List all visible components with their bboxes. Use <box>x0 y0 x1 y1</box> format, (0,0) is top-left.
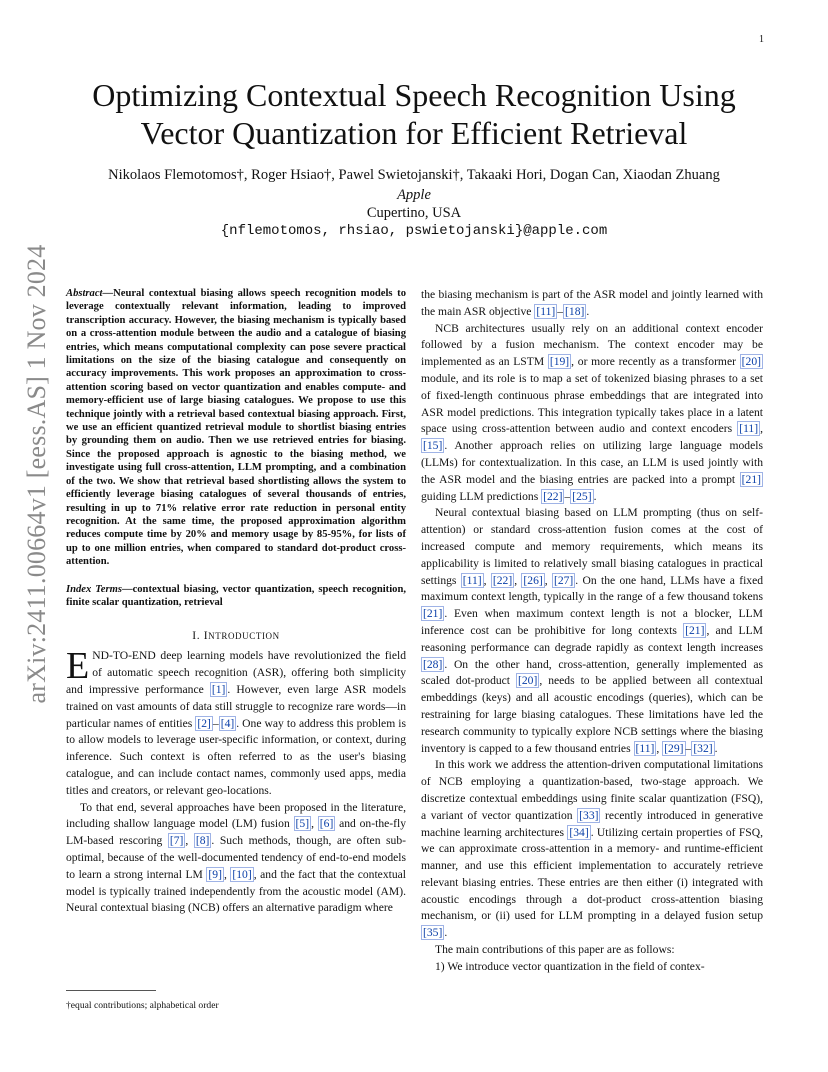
text-run: To that end, several approaches have been proposed in the literature, including shallow language model (LM) fusion <box>66 800 406 831</box>
text-run: NCB architectures usually rely on an additional context encoder followed by a fusion mechanism. The context encoder may be implemented as an LSTM <box>421 321 763 369</box>
citation-link[interactable]: [9] <box>208 867 222 881</box>
arxiv-stamp-text: arXiv:2411.00664v1 [eess.AS] 1 Nov 2024 <box>22 244 51 704</box>
right-paragraph-1: NCB architectures usually rely on an additional context encoder followed by a fusion mechanism. The context encoder may be implemented as an LSTM [19] , or more recently as a transformer [20] module, and its role is to map a set of tokenized biasing phrases to a set of fixed-length continuous phrase embeddings that are integrated into ASR model predictions. This integration typically takes place in a latent space using cross-attention between audio and context encoders [11] , [15] . Another approach relies on utilizing large language models (LLMs) for contextualization. In this case, an LLM is used jointly with the ASR model and the biasing entries are packed into a prompt [21] guiding LLM predictions [22] – [25] . <box>421 321 763 503</box>
text-run: . Another approach relies on utilizing large language models (LLMs) for contextualization. In this case, an LLM is used jointly with the ASR model and the biasing entries are packed into a prompt <box>421 439 763 486</box>
citation-link[interactable]: [29] <box>664 741 684 755</box>
citation-link[interactable]: [25] <box>572 489 592 503</box>
citation-link[interactable]: [11] <box>739 422 759 436</box>
right-paragraph-2: Neural contextual biasing based on LLM prompting (thus on self-attention) or standard cross-attention fusion comes at the cost of increased compute and memory requirements, which means its applicability is limited to relatively small biasing catalogues in practical settings [11] , [22] , [26] , [27] . On the one hand, LLMs have a fixed maximum context length, typically in the range of a few thousand tokens [21] . Even when maximum context length is not a blocker, LLM inference cost can be prohibitive for long contexts [21] , and LLM reasoning performance can degrade rapidly as context length increases [28] . On the other hand, cross-attention, generally implemented as scaled dot-product [20] , needs to be applied between all contextual embeddings (keys) and all acoustic encodings (queries), which can be restraining for large biasing catalogues. These limitations have led the research community to typically explore NCB settings where the biasing inventory is capped to a few thousand entries [11] , [29] – [32] . <box>421 506 764 755</box>
abstract-text: —Neural contextual biasing allows speech recognition models to leverage contextually relevant information, leading to improved transcription accuracy. However, the biasing mechanism is typically based on a cross-attention module between the audio and a catalogue of biasing entries, which means computational complexity can pose severe practical limitations on the size of the biasing catalogue and consequently on accuracy improvements. This work proposes an approximation to cross-attention scoring based on vector quantization and enables compute- and memory-efficient use of large biasing catalogues. We propose to use this technique jointly with a retrieval based contextual biasing approach. First, we use an efficient quantized retrieval module to shortlist biasing entries by grounding them on audio. Then we use retrieved entries for biasing. Since the proposed approach is agnostic to the biasing method, we investigate using full cross-attention, LLM prompting, and a combination of the two. We show that retrieval based shortlisting allows the system to efficiently leverage biasing catalogues of several thousands of entries, resulting in up to 71% relative error rate reduction in personal entity recognition. At the same time, the proposed approximation algorithm reduces compute time by 20% and memory usage by 85-95%, for lists of up to one million entries, when compared to standard dot-product cross-attention. <box>66 288 406 568</box>
text-run: , or more recently as a transformer <box>571 355 740 369</box>
citation-link[interactable]: [11] <box>635 741 655 755</box>
text-run: the biasing mechanism is part of the ASR model and jointly learned with the main ASR objective <box>421 288 763 318</box>
affiliation-city: Cupertino, USA <box>366 205 462 221</box>
citation-link[interactable]: [6] <box>319 817 334 831</box>
text-run: , and LLM reasoning performance can degrade rapidly as context length increases <box>421 623 763 654</box>
citation-link[interactable]: [5] <box>295 817 310 831</box>
citation-link[interactable]: [22] <box>543 489 563 503</box>
citation-link[interactable]: [32] <box>693 741 713 755</box>
citation-link[interactable]: [21] <box>685 623 705 637</box>
index-terms-text: —contextual biasing, vector quantization, speech recognition, finite scalar quantization, retrieval <box>66 583 406 608</box>
citation-link[interactable]: [19] <box>549 355 570 369</box>
citation-link[interactable]: [4] <box>220 716 235 730</box>
section-number: I. I <box>192 629 209 643</box>
contribution-list-item-1: 1) We introduce vector quantization in the field of contex- <box>435 959 705 973</box>
affiliation-org: Apple <box>397 187 431 203</box>
abstract-label: Abstract <box>66 288 103 299</box>
text-run: . However, even large ASR models trained on vast amounts of data still struggle to recognize rare words—in particular names of entities <box>66 682 406 730</box>
citation-link[interactable]: [22] <box>492 573 513 587</box>
text-run: . Utilizing certain properties of FSQ, we can approximate cross-attention in a memory- and runtime-efficient manner, and use this efficient implementation to accurately retrieve relevant biasing entries. These entries are then either (i) integrated with acoustic encodings through a dot-product cross-attention biasing mechanism, or (ii) used for LLM prompting in a delayed fusion setup <box>421 825 763 923</box>
intro-paragraph-2: To that end, several approaches have been proposed in the literature, including shallow language model (LM) fusion [5] , [6] and on-the-fly LM-based rescoring [7] , [8] . Such methods, though, are often sub-optimal, because of the well-documented tendency of end-to-end models to learn a strong internal LM [9] , [10] , and the fact that the contextual model is typically trained independently from the acoustic model (AM). Neural contextual biasing (NCB) offers an alternative paradigm where <box>66 800 407 915</box>
citation-link[interactable]: [21] <box>423 607 443 621</box>
citation-link[interactable]: [1] <box>211 682 226 696</box>
text-run: Neural contextual biasing based on LLM prompting (thus on self-attention) or standard cross-attention fusion comes at the cost of increased compute and memory requirements, which means its applicability is limited to relatively small biasing catalogues in practical settings <box>421 506 763 587</box>
title-line-2: Vector Quantization for Efficient Retrieval <box>140 115 688 151</box>
index-terms <box>66 583 406 610</box>
abstract <box>66 287 406 569</box>
text-run: . Even when maximum context length is not a blocker, LLM inference cost can be prohibitive for long contexts <box>421 607 763 637</box>
text-run: . On the other hand, cross-attention, generally implemented as scaled dot-product <box>421 657 763 688</box>
right-paragraph-4: The main contributions of this paper are as follows: <box>435 943 675 957</box>
right-paragraph-3: In this work we address the attention-driven computational limitations of NCB employing a quantization-based, two-stage approach. We discretize contextual embeddings using finite scalar quantization (FSQ), a variant of vector quantization [33] recently introduced in generative machine learning architectures [34] . Utilizing certain properties of FSQ, we can approximate cross-attention in a memory- and runtime-efficient manner, and use this efficient implementation to accurately retrieve relevant biasing entries. These entries are then either (i) integrated with acoustic encodings through a dot-product cross-attention biasing mechanism, or (ii) used for LLM prompting in a delayed fusion setup [35] . <box>421 758 763 940</box>
citation-link[interactable]: [27] <box>553 573 574 587</box>
paper-title <box>50 76 778 152</box>
author-list: Nikolaos Flemotomos†, Roger Hsiao†, Pawel Swietojanski†, Takaaki Hori, Dogan Can, Xiaodan Zhuang <box>108 167 720 183</box>
citation-link[interactable]: [11] <box>536 304 556 318</box>
text-run: ND-TO-END deep learning models have revolutionized the field of automatic speech recognition (ASR), offering both simplicity and impressive performance <box>66 649 406 696</box>
citation-link[interactable]: [26] <box>523 573 543 587</box>
footnote: †equal contributions; alphabetical order <box>66 1000 219 1011</box>
text-run: recently introduced in generative machine learning architectures <box>421 808 763 839</box>
page-number: 1 <box>759 34 764 45</box>
text-run: module, and its role is to map a set of tokenized biasing phrases to a set of fixed-length continuous phrase embeddings that are integrated into ASR model predictions. This integration typically takes place in a latent space using cross-attention between audio and context encoders <box>421 371 763 436</box>
title-line-1: Optimizing Contextual Speech Recognition Using <box>92 77 736 113</box>
section-heading-introduction <box>66 629 406 642</box>
text-run: , and the fact that the contextual model is typically trained independently from the acoustic model (AM). Neural contextual biasing (NCB) offers an alternative paradigm where <box>66 867 407 915</box>
citation-link[interactable]: [2] <box>197 716 211 730</box>
section-title-rest: NTRODUCTION <box>208 631 280 642</box>
citation-link[interactable]: [18] <box>565 304 585 318</box>
author-emails: {nflemotomos, rhsiao, pswietojanski}@apple.com <box>220 223 608 239</box>
index-terms-label: Index Terms <box>66 583 122 595</box>
text-run: guiding LLM predictions <box>421 489 542 503</box>
intro-paragraph-1: END-TO-END deep learning models have revolutionized the field of automatic speech recognition (ASR), offering both simplicity and impressive performance [1] . However, even large ASR models trained on vast amounts of data still struggle to recognize rare words—in particular names of entities [2] – [4] . One way to address this problem is to allow models to leverage user-specific information, or context, during inference. Such context is often referred to as the user's biasing catalogue, and can include contact names, commonly used apps, media titles and creators, or relevant geo-locations. <box>66 645 406 797</box>
citation-link[interactable]: [28] <box>423 657 443 671</box>
citation-link[interactable]: [15] <box>423 439 443 453</box>
citation-link[interactable]: [21] <box>741 472 761 486</box>
arxiv-stamp <box>22 244 52 704</box>
citation-link[interactable]: [7] <box>169 834 184 848</box>
citation-link[interactable]: [10] <box>232 867 252 881</box>
citation-link[interactable]: [8] <box>195 834 210 848</box>
text-run: . Such methods, though, are often sub-optimal, because of the well-documented tendency of end-to-end models to learn a strong internal LM <box>66 834 406 881</box>
footnote-rule <box>66 990 156 991</box>
text-run: and on-the-fly LM-based rescoring <box>66 817 406 848</box>
citation-link[interactable]: [35] <box>423 926 443 940</box>
text-run: . On the one hand, LLMs have a fixed maximum context length, typically in the range of a few thousand tokens <box>421 573 764 604</box>
citation-link[interactable]: [20] <box>518 674 538 688</box>
citation-link[interactable]: [11] <box>462 573 482 587</box>
drop-cap: E <box>66 645 90 688</box>
text-run: . One way to address this problem is to allow models to leverage user-specific information, or context, during inference. Such context is often referred to as the user's biasing catalogue, and can include contact names, commonly used apps, media titles and creators, or relevant geo-locations. <box>66 716 406 797</box>
text-run: , needs to be applied between all contextual embeddings (keys) and all acoustic encodings (queries), which can be restraining for large biasing catalogues. These limitations have led the research community to typically explore NCB settings where the biasing inventory is capped to a few thousand entries <box>421 674 763 755</box>
citation-link[interactable]: [33] <box>579 808 599 822</box>
left-column <box>66 287 406 917</box>
citation-link[interactable]: [34] <box>569 825 589 839</box>
right-column <box>421 287 763 976</box>
citation-link[interactable]: [20] <box>741 355 761 369</box>
text-run: In this work we address the attention-driven computational limitations of NCB employing a quantization-based, two-stage approach. We discretize contextual embeddings using finite scalar quantization (FSQ), a variant of vector quantization <box>421 758 763 822</box>
right-paragraph-0: the biasing mechanism is part of the ASR model and jointly learned with the main ASR objective [11] – [18] . <box>421 288 763 318</box>
